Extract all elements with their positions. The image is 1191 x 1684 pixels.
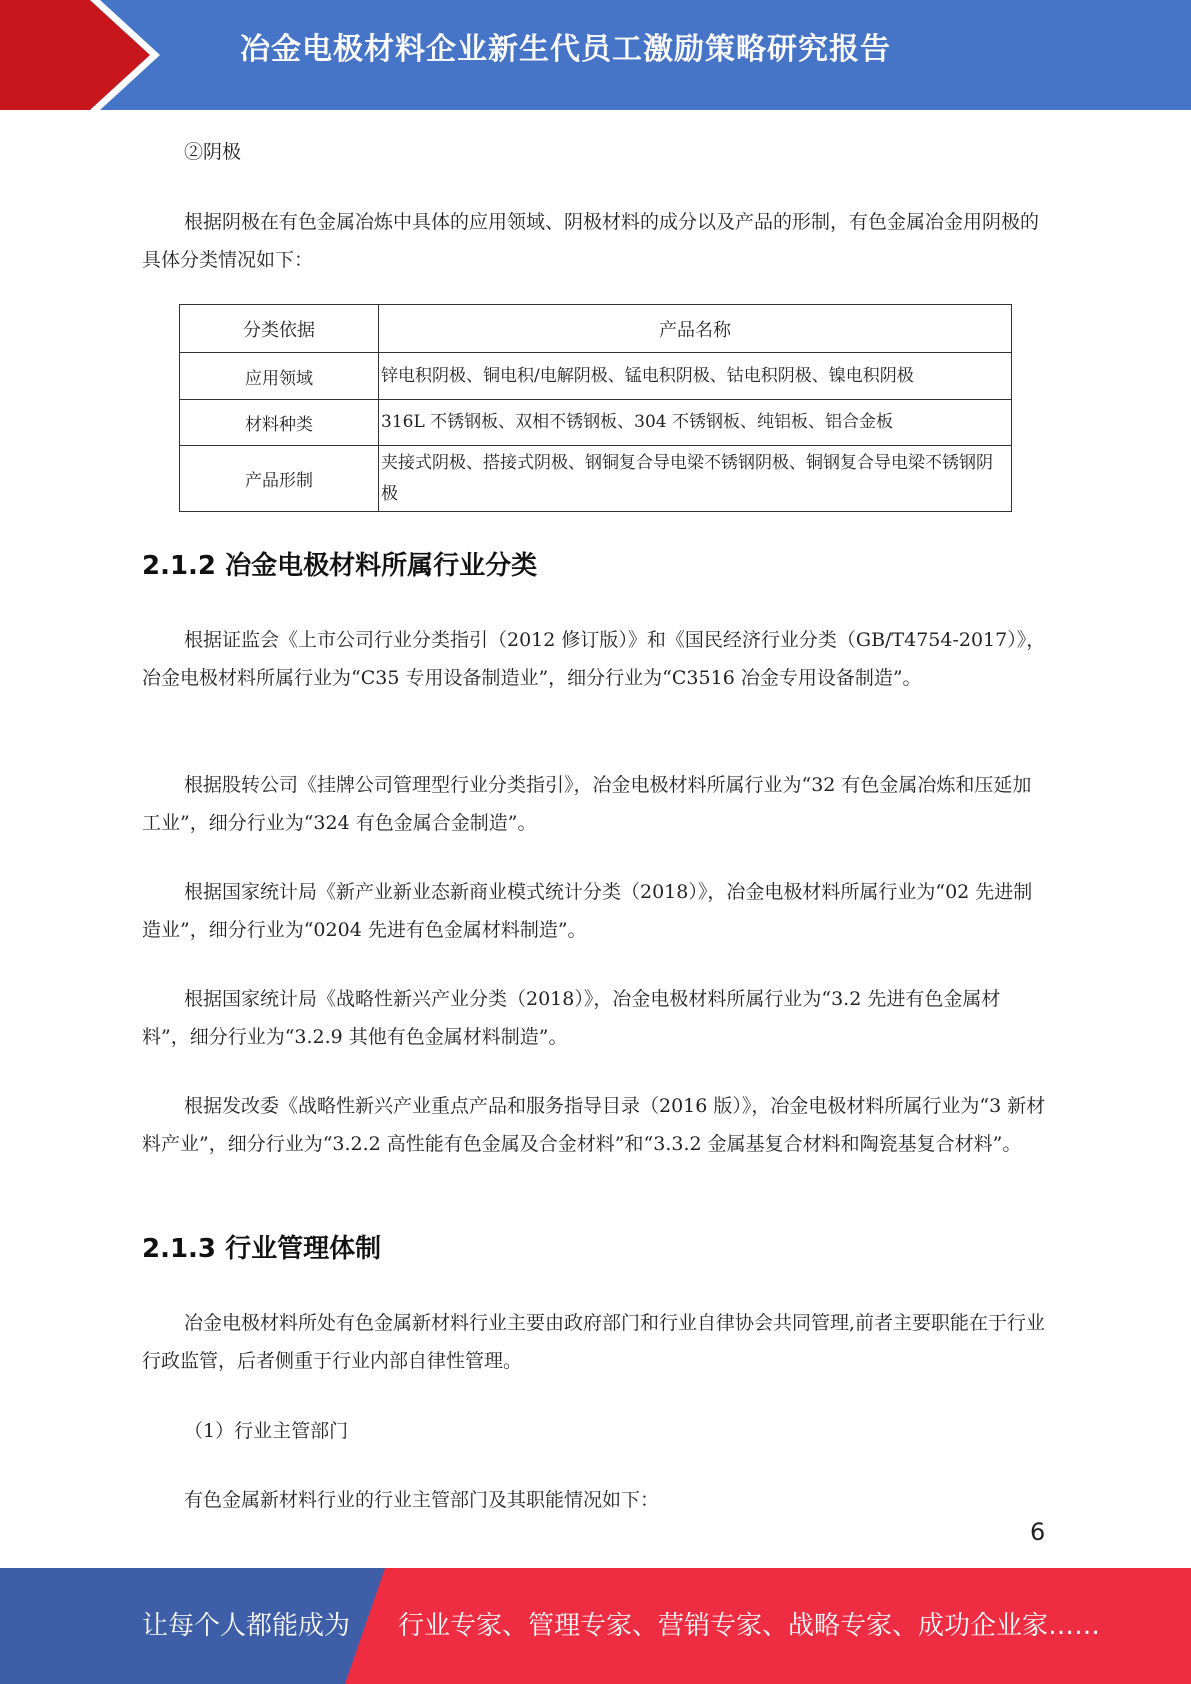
table-header-cell: 分类依据 xyxy=(180,305,379,353)
table-cell: 产品形制 xyxy=(180,446,379,512)
table-cell: 夹接式阴极、搭接式阴极、钢铜复合导电梁不锈钢阴极、铜钢复合导电梁不锈钢阴极 xyxy=(379,446,1012,512)
section-heading-2-1-3: 2.1.3 行业管理体制 xyxy=(142,1234,382,1264)
paragraph: 根据股转公司《挂牌公司管理型行业分类指引》，冶金电极材料所属行业为“32 有色金属冶炼和压延加工业”，细分行业为“324 有色金属合金制造”。 xyxy=(142,774,1032,834)
header-red-arrow xyxy=(0,0,150,110)
paragraph: 根据证监会《上市公司行业分类指引（2012 修订版）》和《国民经济行业分类（GB/T4754-2017）》，冶金电极材料所属行业为“C35 专用设备制造业”，细分行业为“C3516 冶金专用设备制造”。 xyxy=(142,629,1046,689)
paragraph: 根据发改委《战略性新兴产业重点产品和服务指导目录（2016 版）》，冶金电极材料所属行业为“3 新材料产业”，细分行业为“3.2.2 高性能有色金属及合金材料”和“3.3.2 金属基复合材料和陶瓷基复合材料”。 xyxy=(142,1095,1046,1155)
table-cell: 316L 不锈钢板、双相不锈钢板、304 不锈钢板、纯铝板、铝合金板 xyxy=(379,400,1012,446)
paragraph: 根据国家统计局《新产业新业态新商业模式统计分类（2018）》，冶金电极材料所属行业为“02 先进制造业”，细分行业为“0204 先进有色金属材料制造”。 xyxy=(142,881,1033,941)
report-title: 冶金电极材料企业新生代员工激励策略研究报告 xyxy=(240,32,891,67)
paragraph: 有色金属新材料行业的行业主管部门及其职能情况如下： xyxy=(184,1489,660,1511)
page-header xyxy=(0,0,1191,110)
table-row xyxy=(180,353,1012,400)
table-cell: 应用领域 xyxy=(180,353,379,400)
paragraph: 根据国家统计局《战略性新兴产业分类（2018）》，冶金电极材料所属行业为“3.2 先进有色金属材料”，细分行业为“3.2.9 其他有色金属材料制造”。 xyxy=(142,988,1001,1048)
cathode-intro: 根据阴极在有色金属冶炼中具体的应用领域、阴极材料的成分以及产品的形制，有色金属冶金用阴极的具体分类情况如下： xyxy=(142,211,1040,271)
cathode-label: ②阴极 xyxy=(184,141,242,163)
footer-slogan-right: 行业专家、管理专家、营销专家、战略专家、成功企业家…… xyxy=(398,1611,1101,1641)
cathode-classification-table xyxy=(179,304,1012,512)
table-cell: 材料种类 xyxy=(180,400,379,446)
section-heading-2-1-2: 2.1.2 冶金电极材料所属行业分类 xyxy=(142,551,538,581)
table-row xyxy=(180,446,1012,512)
paragraph: 冶金电极材料所处有色金属新材料行业主要由政府部门和行业自律协会共同管理,前者主要职能在于行业行政监管，后者侧重于行业内部自律性管理。 xyxy=(142,1312,1046,1372)
subheading-1: （1）行业主管部门 xyxy=(184,1420,349,1442)
page-footer xyxy=(0,1568,1191,1684)
footer-slogan-left: 让每个人都能成为 xyxy=(142,1611,351,1641)
page-number: 6 xyxy=(1030,1518,1046,1546)
table-row xyxy=(180,400,1012,446)
table-cell: 锌电积阴极、铜电积/电解阴极、锰电积阴极、钴电积阴极、镍电积阴极 xyxy=(379,353,1012,400)
table-header-row xyxy=(180,305,1012,353)
table-header-cell: 产品名称 xyxy=(379,305,1012,353)
